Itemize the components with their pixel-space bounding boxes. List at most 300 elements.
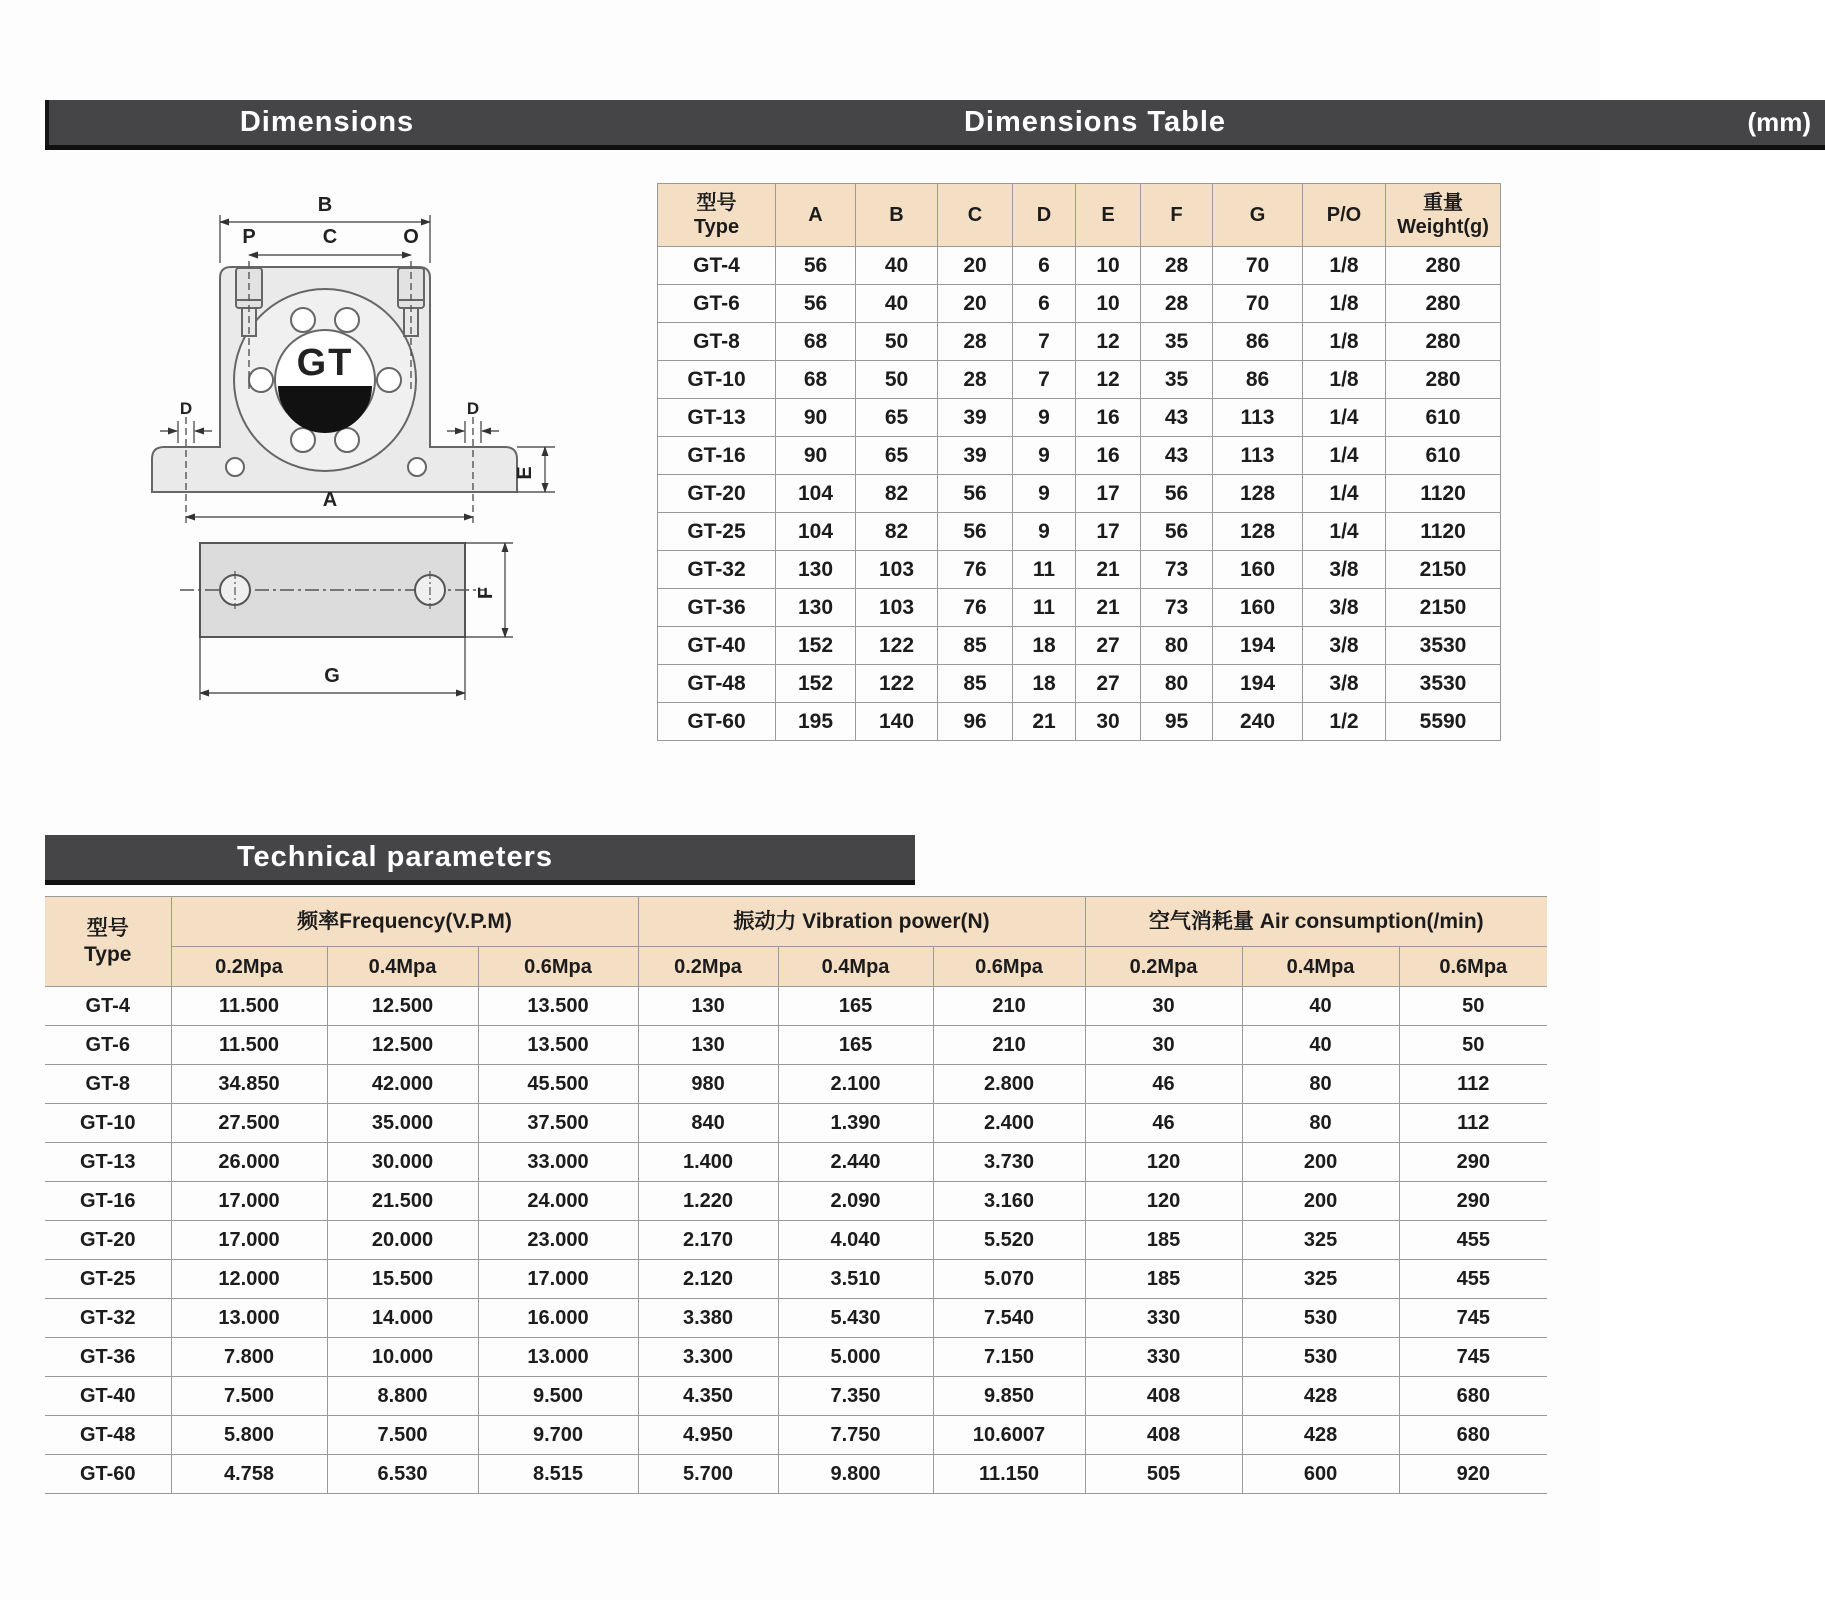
- type-cell: GT-36: [658, 589, 776, 627]
- pressure-header: 0.6Mpa: [478, 947, 638, 987]
- table-row: [658, 285, 1501, 323]
- dimensions-table: [657, 183, 1501, 741]
- value-cell: 505: [1085, 1455, 1242, 1494]
- value-cell: 9: [1013, 475, 1076, 513]
- value-cell: 30: [1085, 1026, 1242, 1065]
- value-cell: 2150: [1386, 551, 1501, 589]
- table-row: [658, 247, 1501, 285]
- type-cell: GT-8: [45, 1065, 171, 1104]
- value-cell: 16.000: [478, 1299, 638, 1338]
- table-row: [45, 1299, 1547, 1338]
- dimension-label-E: E: [514, 466, 536, 480]
- value-cell: 194: [1213, 665, 1303, 703]
- value-cell: 680: [1399, 1377, 1547, 1416]
- dimension-label-D-right: D: [466, 399, 480, 418]
- value-cell: 73: [1141, 551, 1213, 589]
- pressure-header: 0.4Mpa: [327, 947, 478, 987]
- value-cell: 13.500: [478, 1026, 638, 1065]
- value-cell: 7.150: [933, 1338, 1085, 1377]
- value-cell: 11: [1013, 589, 1076, 627]
- value-cell: 128: [1213, 475, 1303, 513]
- value-cell: 1/8: [1303, 361, 1386, 399]
- value-cell: 6: [1013, 247, 1076, 285]
- value-cell: 104: [776, 513, 856, 551]
- type-cell: GT-60: [45, 1455, 171, 1494]
- value-cell: 8.800: [327, 1377, 478, 1416]
- value-cell: 325: [1242, 1260, 1399, 1299]
- table-row: [45, 1416, 1547, 1455]
- value-cell: 2.120: [638, 1260, 778, 1299]
- value-cell: 14.000: [327, 1299, 478, 1338]
- value-cell: 50: [1399, 1026, 1547, 1065]
- body-hole-right: [408, 458, 426, 476]
- table-row: [658, 475, 1501, 513]
- value-cell: 2.400: [933, 1104, 1085, 1143]
- value-cell: 28: [938, 323, 1013, 361]
- value-cell: 27.500: [171, 1104, 327, 1143]
- value-cell: 86: [1213, 361, 1303, 399]
- dimension-label-F: F: [475, 586, 497, 600]
- value-cell: 21: [1013, 703, 1076, 741]
- value-cell: 26.000: [171, 1143, 327, 1182]
- value-cell: 122: [856, 665, 938, 703]
- value-cell: 3.730: [933, 1143, 1085, 1182]
- vibrator-dimension-diagram: [85, 165, 595, 765]
- value-cell: 2.170: [638, 1221, 778, 1260]
- value-cell: 43: [1141, 437, 1213, 475]
- table-row: [45, 1260, 1547, 1299]
- value-cell: 34.850: [171, 1065, 327, 1104]
- value-cell: 6.530: [327, 1455, 478, 1494]
- value-cell: 27: [1076, 627, 1141, 665]
- value-cell: 30: [1085, 987, 1242, 1026]
- value-cell: 1/4: [1303, 475, 1386, 513]
- value-cell: 5.070: [933, 1260, 1085, 1299]
- type-cell: GT-4: [45, 987, 171, 1026]
- value-cell: 6: [1013, 285, 1076, 323]
- value-cell: 745: [1399, 1338, 1547, 1377]
- value-cell: 11.500: [171, 1026, 327, 1065]
- value-cell: 9: [1013, 399, 1076, 437]
- value-cell: 9.850: [933, 1377, 1085, 1416]
- value-cell: 3.160: [933, 1182, 1085, 1221]
- value-cell: 920: [1399, 1455, 1547, 1494]
- dimensions-table-container: [657, 183, 1501, 741]
- value-cell: 65: [856, 399, 938, 437]
- table-row: [45, 1065, 1547, 1104]
- value-cell: 7.750: [778, 1416, 933, 1455]
- value-cell: 5.520: [933, 1221, 1085, 1260]
- column-header-F: F: [1141, 184, 1213, 247]
- value-cell: 4.950: [638, 1416, 778, 1455]
- table-row: [658, 399, 1501, 437]
- value-cell: 35: [1141, 361, 1213, 399]
- pressure-header: 0.6Mpa: [933, 947, 1085, 987]
- value-cell: 5.700: [638, 1455, 778, 1494]
- value-cell: 2.440: [778, 1143, 933, 1182]
- value-cell: 95: [1141, 703, 1213, 741]
- type-cell: GT-40: [658, 627, 776, 665]
- value-cell: 70: [1213, 247, 1303, 285]
- value-cell: 1120: [1386, 475, 1501, 513]
- value-cell: 428: [1242, 1416, 1399, 1455]
- value-cell: 76: [938, 589, 1013, 627]
- value-cell: 610: [1386, 399, 1501, 437]
- value-cell: 56: [1141, 475, 1213, 513]
- value-cell: 130: [776, 551, 856, 589]
- value-cell: 980: [638, 1065, 778, 1104]
- value-cell: 240: [1213, 703, 1303, 741]
- value-cell: 39: [938, 399, 1013, 437]
- dimensions-table-section-header: [655, 100, 1825, 145]
- value-cell: 325: [1242, 1221, 1399, 1260]
- value-cell: 185: [1085, 1221, 1242, 1260]
- value-cell: 3.380: [638, 1299, 778, 1338]
- dimension-label-B: B: [317, 194, 333, 216]
- technical-table-container: [45, 896, 1547, 1494]
- value-cell: 113: [1213, 399, 1303, 437]
- value-cell: 13.000: [171, 1299, 327, 1338]
- value-cell: 160: [1213, 589, 1303, 627]
- technical-section-title: Technical parameters: [236, 841, 554, 873]
- value-cell: 5590: [1386, 703, 1501, 741]
- value-cell: 80: [1242, 1104, 1399, 1143]
- pressure-header: 0.2Mpa: [171, 947, 327, 987]
- table-row: [45, 1338, 1547, 1377]
- table-row: [658, 589, 1501, 627]
- column-header-type: 型号 Type: [45, 897, 171, 987]
- value-cell: 185: [1085, 1260, 1242, 1299]
- value-cell: 12.500: [327, 987, 478, 1026]
- value-cell: 104: [776, 475, 856, 513]
- table-row: [45, 987, 1547, 1026]
- value-cell: 160: [1213, 551, 1303, 589]
- value-cell: 35: [1141, 323, 1213, 361]
- value-cell: 28: [1141, 285, 1213, 323]
- type-cell: GT-32: [658, 551, 776, 589]
- value-cell: 12: [1076, 361, 1141, 399]
- value-cell: 7.800: [171, 1338, 327, 1377]
- value-cell: 28: [938, 361, 1013, 399]
- value-cell: 56: [938, 513, 1013, 551]
- type-cell: GT-16: [45, 1182, 171, 1221]
- value-cell: 40: [856, 247, 938, 285]
- value-cell: 210: [933, 987, 1085, 1026]
- value-cell: 1/8: [1303, 285, 1386, 323]
- value-cell: 17.000: [171, 1182, 327, 1221]
- value-cell: 46: [1085, 1104, 1242, 1143]
- value-cell: 73: [1141, 589, 1213, 627]
- value-cell: 103: [856, 589, 938, 627]
- value-cell: 840: [638, 1104, 778, 1143]
- value-cell: 130: [638, 987, 778, 1026]
- value-cell: 3.300: [638, 1338, 778, 1377]
- value-cell: 4.350: [638, 1377, 778, 1416]
- value-cell: 9.800: [778, 1455, 933, 1494]
- type-cell: GT-60: [658, 703, 776, 741]
- value-cell: 82: [856, 513, 938, 551]
- value-cell: 7.500: [171, 1377, 327, 1416]
- value-cell: 1.390: [778, 1104, 933, 1143]
- value-cell: 30.000: [327, 1143, 478, 1182]
- dimensions-table-section-title: Dimensions Table: [963, 106, 1227, 138]
- value-cell: 280: [1386, 361, 1501, 399]
- value-cell: 12.000: [171, 1260, 327, 1299]
- value-cell: 112: [1399, 1065, 1547, 1104]
- value-cell: 80: [1242, 1065, 1399, 1104]
- value-cell: 280: [1386, 247, 1501, 285]
- value-cell: 9: [1013, 437, 1076, 475]
- dimensions-table-header-row: [658, 184, 1501, 247]
- value-cell: 10: [1076, 285, 1141, 323]
- type-cell: GT-10: [658, 361, 776, 399]
- value-cell: 4.040: [778, 1221, 933, 1260]
- value-cell: 112: [1399, 1104, 1547, 1143]
- column-header-PO: P/O: [1303, 184, 1386, 247]
- dimensions-table-body: [658, 247, 1501, 741]
- column-header-type: 型号 Type: [658, 184, 776, 247]
- value-cell: 680: [1399, 1416, 1547, 1455]
- value-cell: 80: [1141, 665, 1213, 703]
- value-cell: 2150: [1386, 589, 1501, 627]
- value-cell: 90: [776, 399, 856, 437]
- table-row: [658, 627, 1501, 665]
- type-cell: GT-48: [45, 1416, 171, 1455]
- value-cell: 40: [856, 285, 938, 323]
- pressure-header: 0.4Mpa: [778, 947, 933, 987]
- value-cell: 210: [933, 1026, 1085, 1065]
- group-header-frequency: 频率Frequency(V.P.M): [171, 897, 638, 947]
- table-row: [45, 1143, 1547, 1182]
- pressure-header: 0.2Mpa: [1085, 947, 1242, 987]
- pressure-header: 0.4Mpa: [1242, 947, 1399, 987]
- value-cell: 1/2: [1303, 703, 1386, 741]
- column-header-E: E: [1076, 184, 1141, 247]
- column-header-A: A: [776, 184, 856, 247]
- table-row: [45, 1377, 1547, 1416]
- value-cell: 8.515: [478, 1455, 638, 1494]
- table-row: [658, 323, 1501, 361]
- value-cell: 30: [1076, 703, 1141, 741]
- value-cell: 600: [1242, 1455, 1399, 1494]
- value-cell: 80: [1141, 627, 1213, 665]
- technical-table-body: [45, 987, 1547, 1494]
- value-cell: 330: [1085, 1299, 1242, 1338]
- value-cell: 200: [1242, 1182, 1399, 1221]
- table-row: [658, 513, 1501, 551]
- value-cell: 68: [776, 323, 856, 361]
- value-cell: 40: [1242, 987, 1399, 1026]
- value-cell: 1120: [1386, 513, 1501, 551]
- column-header-D: D: [1013, 184, 1076, 247]
- value-cell: 122: [856, 627, 938, 665]
- value-cell: 11.150: [933, 1455, 1085, 1494]
- type-cell: GT-13: [658, 399, 776, 437]
- value-cell: 27: [1076, 665, 1141, 703]
- value-cell: 5.000: [778, 1338, 933, 1377]
- value-cell: 45.500: [478, 1065, 638, 1104]
- value-cell: 120: [1085, 1182, 1242, 1221]
- value-cell: 1/4: [1303, 513, 1386, 551]
- value-cell: 1.400: [638, 1143, 778, 1182]
- dimension-label-A: A: [322, 489, 338, 511]
- value-cell: 43: [1141, 399, 1213, 437]
- table-row: [658, 361, 1501, 399]
- value-cell: 7: [1013, 361, 1076, 399]
- value-cell: 1/4: [1303, 437, 1386, 475]
- table-row: [658, 551, 1501, 589]
- table-row: [45, 1221, 1547, 1260]
- dimensions-section-header: [45, 100, 695, 145]
- value-cell: 16: [1076, 437, 1141, 475]
- table-row: [45, 1455, 1547, 1494]
- type-cell: GT-20: [45, 1221, 171, 1260]
- value-cell: 120: [1085, 1143, 1242, 1182]
- value-cell: 12.500: [327, 1026, 478, 1065]
- dimension-label-D-left: D: [179, 399, 193, 418]
- value-cell: 530: [1242, 1338, 1399, 1377]
- value-cell: 530: [1242, 1299, 1399, 1338]
- body-hole-left: [226, 458, 244, 476]
- value-cell: 90: [776, 437, 856, 475]
- value-cell: 9: [1013, 513, 1076, 551]
- dimensions-table-unit-label: (mm): [1747, 107, 1811, 137]
- value-cell: 195: [776, 703, 856, 741]
- value-cell: 17.000: [478, 1260, 638, 1299]
- value-cell: 37.500: [478, 1104, 638, 1143]
- group-header-air-consumption: 空气消耗量 Air consumption(/min): [1085, 897, 1547, 947]
- value-cell: 21: [1076, 551, 1141, 589]
- type-cell: GT-6: [658, 285, 776, 323]
- value-cell: 1/4: [1303, 399, 1386, 437]
- dimension-label-O: O: [403, 226, 419, 248]
- value-cell: 2.800: [933, 1065, 1085, 1104]
- column-header-B: B: [856, 184, 938, 247]
- value-cell: 16: [1076, 399, 1141, 437]
- value-cell: 20: [938, 285, 1013, 323]
- value-cell: 11: [1013, 551, 1076, 589]
- value-cell: 10.6007: [933, 1416, 1085, 1455]
- type-cell: GT-32: [45, 1299, 171, 1338]
- value-cell: 18: [1013, 665, 1076, 703]
- value-cell: 42.000: [327, 1065, 478, 1104]
- value-cell: 85: [938, 627, 1013, 665]
- value-cell: 21.500: [327, 1182, 478, 1221]
- value-cell: 3/8: [1303, 589, 1386, 627]
- value-cell: 455: [1399, 1260, 1547, 1299]
- value-cell: 1/8: [1303, 323, 1386, 361]
- gt-logo-label: GT: [296, 342, 354, 384]
- value-cell: 194: [1213, 627, 1303, 665]
- value-cell: 3/8: [1303, 665, 1386, 703]
- value-cell: 3/8: [1303, 551, 1386, 589]
- value-cell: 76: [938, 551, 1013, 589]
- value-cell: 56: [1141, 513, 1213, 551]
- value-cell: 13.500: [478, 987, 638, 1026]
- value-cell: 408: [1085, 1377, 1242, 1416]
- technical-table-group-header-row: [45, 897, 1547, 947]
- value-cell: 2.100: [778, 1065, 933, 1104]
- value-cell: 4.758: [171, 1455, 327, 1494]
- value-cell: 50: [856, 361, 938, 399]
- value-cell: 428: [1242, 1377, 1399, 1416]
- table-row: [658, 665, 1501, 703]
- value-cell: 165: [778, 1026, 933, 1065]
- value-cell: 1/8: [1303, 247, 1386, 285]
- value-cell: 2.090: [778, 1182, 933, 1221]
- value-cell: 13.000: [478, 1338, 638, 1377]
- column-header-C: C: [938, 184, 1013, 247]
- value-cell: 140: [856, 703, 938, 741]
- value-cell: 20.000: [327, 1221, 478, 1260]
- value-cell: 10: [1076, 247, 1141, 285]
- value-cell: 96: [938, 703, 1013, 741]
- value-cell: 28: [1141, 247, 1213, 285]
- value-cell: 745: [1399, 1299, 1547, 1338]
- value-cell: 1.220: [638, 1182, 778, 1221]
- value-cell: 10.000: [327, 1338, 478, 1377]
- value-cell: 21: [1076, 589, 1141, 627]
- value-cell: 103: [856, 551, 938, 589]
- value-cell: 5.430: [778, 1299, 933, 1338]
- value-cell: 9.700: [478, 1416, 638, 1455]
- table-row: [45, 1104, 1547, 1143]
- dimensions-section-title: Dimensions: [239, 106, 415, 138]
- value-cell: 408: [1085, 1416, 1242, 1455]
- value-cell: 56: [776, 285, 856, 323]
- value-cell: 39: [938, 437, 1013, 475]
- value-cell: 70: [1213, 285, 1303, 323]
- pressure-header: 0.2Mpa: [638, 947, 778, 987]
- value-cell: 20: [938, 247, 1013, 285]
- column-header-G: G: [1213, 184, 1303, 247]
- column-header-weight: 重量 Weight(g): [1386, 184, 1501, 247]
- dimension-label-P: P: [242, 226, 256, 248]
- value-cell: 455: [1399, 1221, 1547, 1260]
- type-cell: GT-4: [658, 247, 776, 285]
- value-cell: 17: [1076, 513, 1141, 551]
- value-cell: 7.500: [327, 1416, 478, 1455]
- value-cell: 7: [1013, 323, 1076, 361]
- value-cell: 7.350: [778, 1377, 933, 1416]
- value-cell: 86: [1213, 323, 1303, 361]
- value-cell: 18: [1013, 627, 1076, 665]
- value-cell: 330: [1085, 1338, 1242, 1377]
- dimension-label-G: G: [324, 665, 340, 687]
- technical-section-header: [45, 835, 915, 880]
- value-cell: 7.540: [933, 1299, 1085, 1338]
- type-cell: GT-48: [658, 665, 776, 703]
- value-cell: 280: [1386, 323, 1501, 361]
- type-cell: GT-25: [658, 513, 776, 551]
- value-cell: 3530: [1386, 665, 1501, 703]
- value-cell: 200: [1242, 1143, 1399, 1182]
- value-cell: 23.000: [478, 1221, 638, 1260]
- value-cell: 3.510: [778, 1260, 933, 1299]
- value-cell: 46: [1085, 1065, 1242, 1104]
- type-cell: GT-36: [45, 1338, 171, 1377]
- value-cell: 85: [938, 665, 1013, 703]
- value-cell: 40: [1242, 1026, 1399, 1065]
- value-cell: 68: [776, 361, 856, 399]
- value-cell: 15.500: [327, 1260, 478, 1299]
- table-row: [45, 1026, 1547, 1065]
- value-cell: 113: [1213, 437, 1303, 475]
- type-cell: GT-13: [45, 1143, 171, 1182]
- value-cell: 17.000: [171, 1221, 327, 1260]
- table-row: [658, 437, 1501, 475]
- type-cell: GT-8: [658, 323, 776, 361]
